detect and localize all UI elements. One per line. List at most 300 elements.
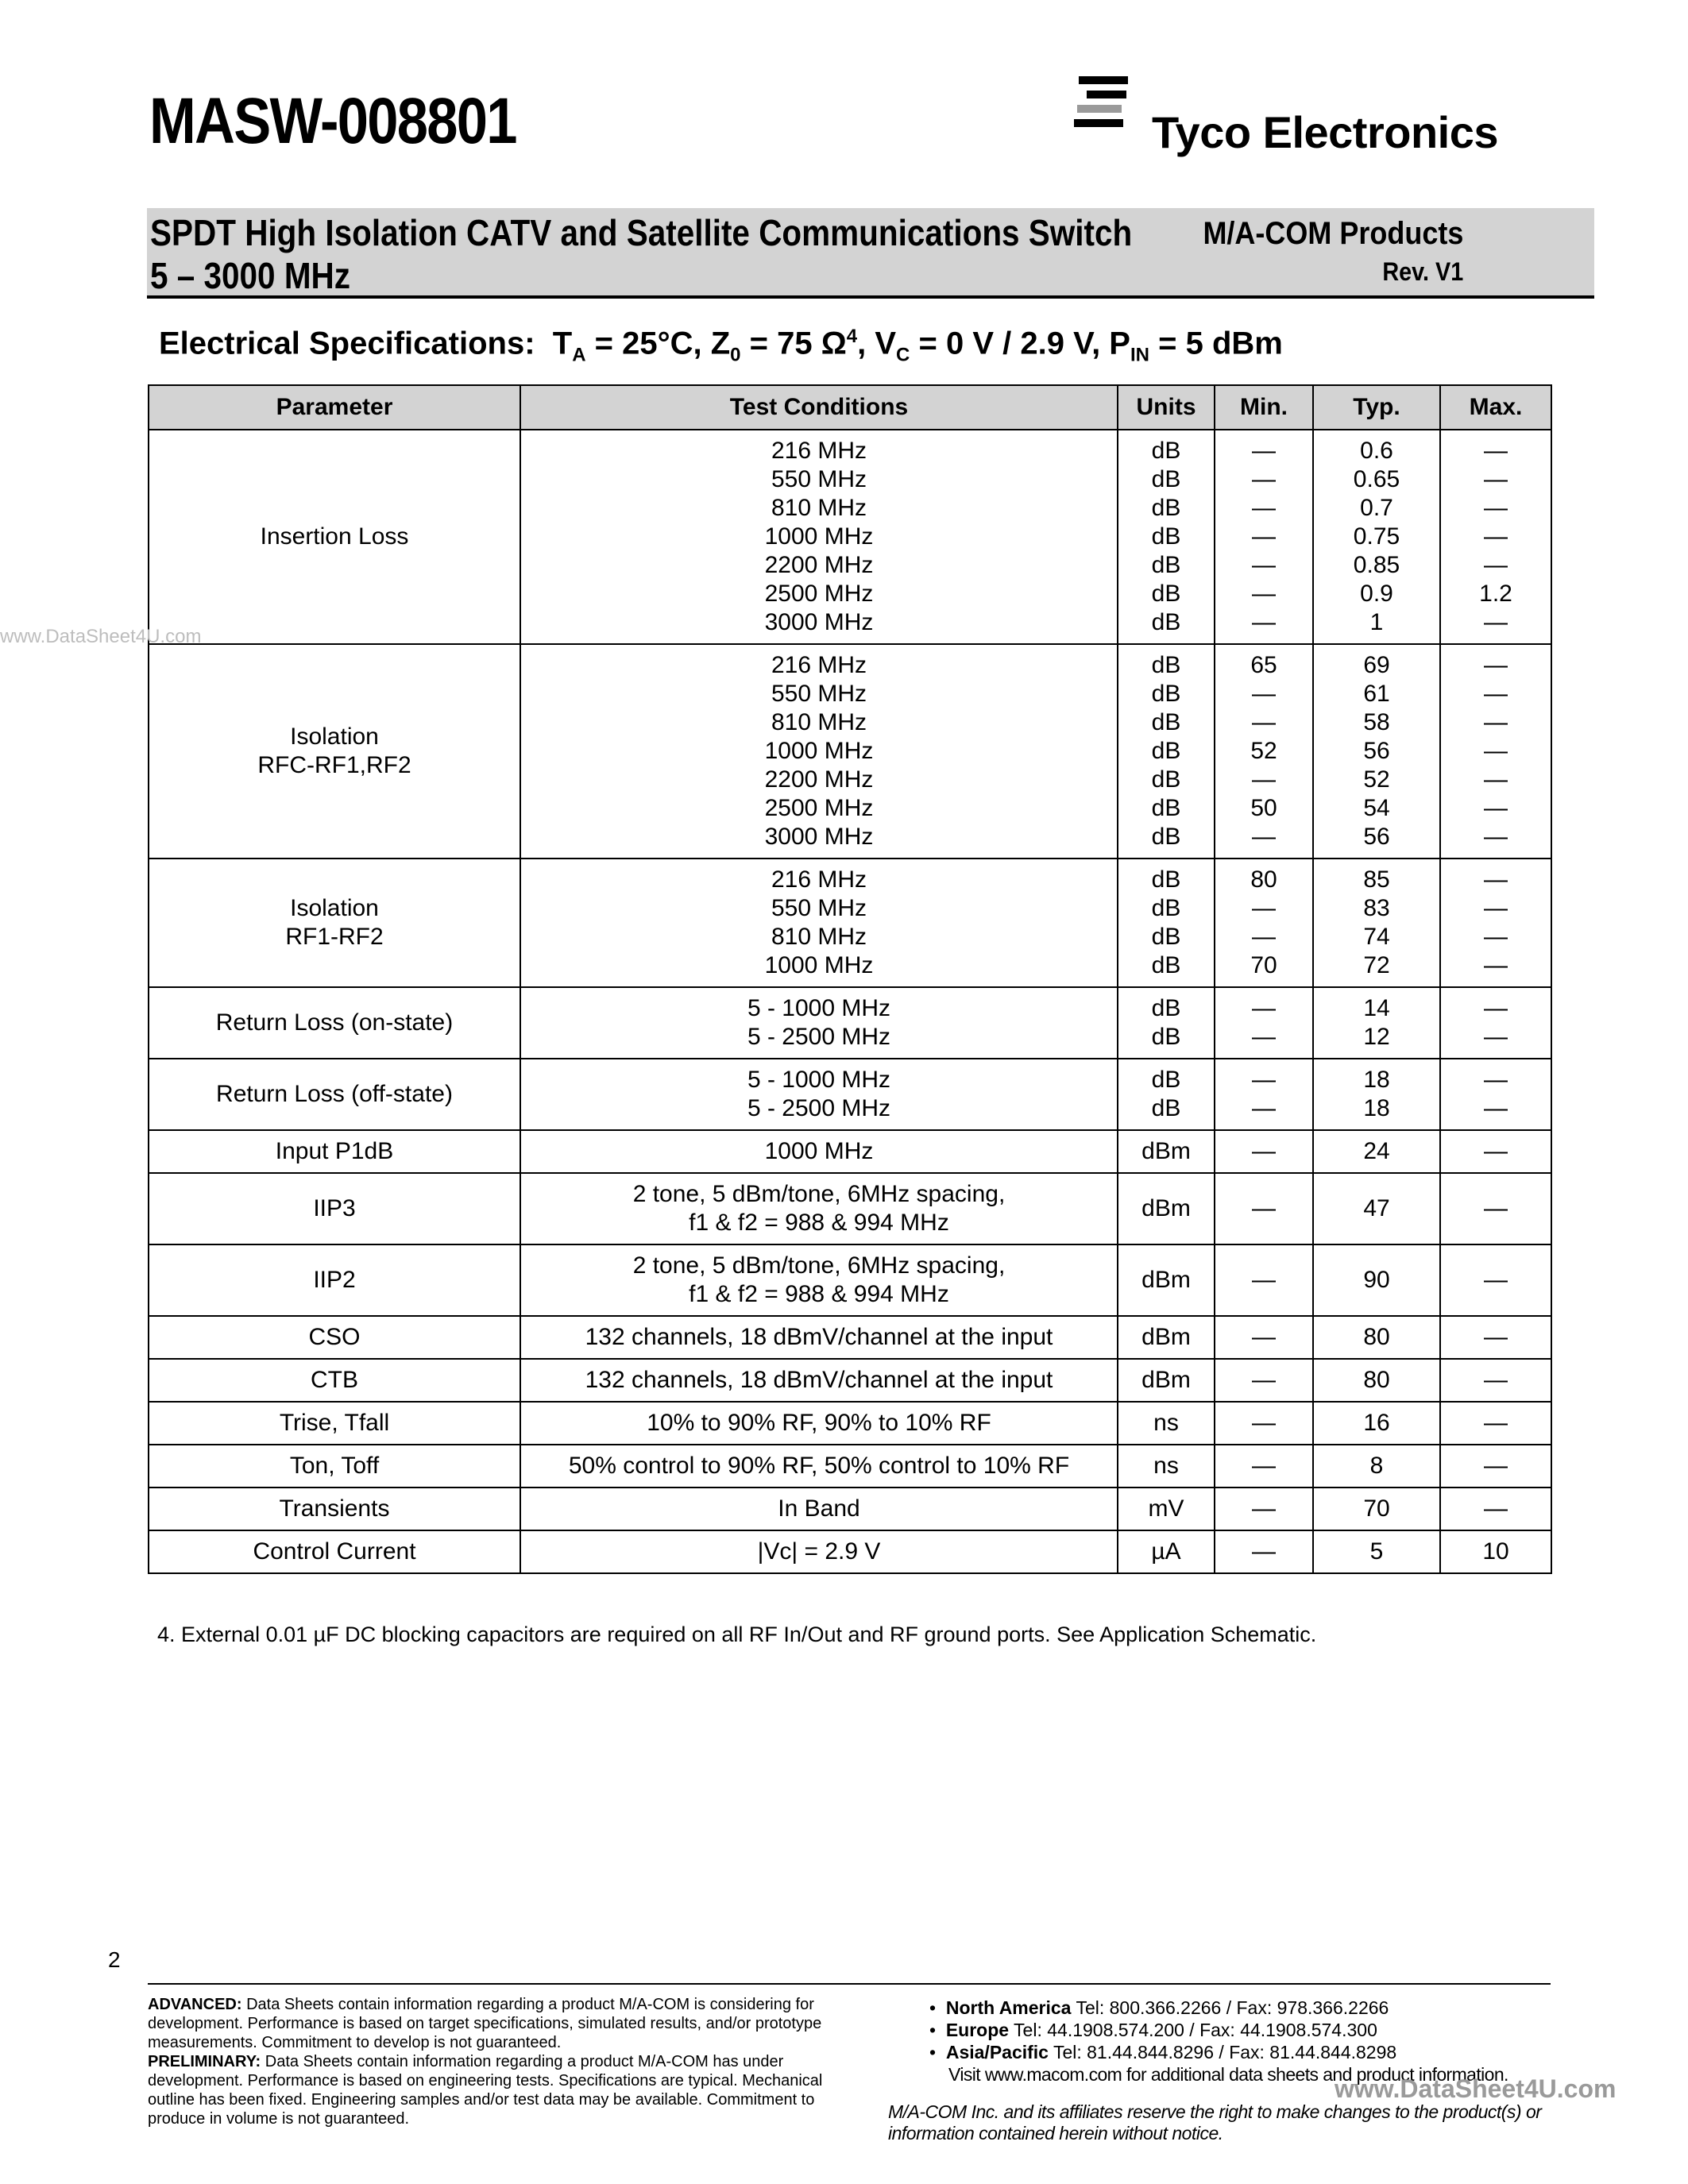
units-cell-line: dB xyxy=(1151,438,1181,464)
min-cell-line: 80 xyxy=(1250,866,1277,893)
typ-cell-line: 24 xyxy=(1363,1138,1390,1164)
units-cell-line: dB xyxy=(1151,795,1181,821)
contact-region: Asia/Pacific xyxy=(945,2042,1049,2062)
min-cell-line: — xyxy=(1252,681,1276,707)
test-conditions-cell-line: 3000 MHz xyxy=(764,609,874,635)
max-cell-line: — xyxy=(1484,766,1508,793)
min-cell xyxy=(1215,1359,1313,1402)
z-value: = 75 Ω xyxy=(740,326,847,361)
parameter-cell xyxy=(149,430,520,644)
test-conditions-cell-line: 5 - 2500 MHz xyxy=(747,1095,891,1121)
typ-cell-line: 47 xyxy=(1363,1195,1390,1221)
header-max: Max. xyxy=(1440,385,1551,430)
table-row xyxy=(149,1402,1551,1445)
table-row xyxy=(149,1316,1551,1359)
min-cell xyxy=(1215,1173,1313,1244)
max-cell xyxy=(1440,1244,1551,1316)
parameter-cell xyxy=(149,1530,520,1573)
units-cell-line: dB xyxy=(1151,1067,1181,1093)
contact-detail: Tel: 44.1908.574.200 / Fax: 44.1908.574.300 xyxy=(1009,2020,1377,2040)
max-cell xyxy=(1440,1173,1551,1244)
contact-asia-pacific: • Asia/Pacific Tel: 81.44.844.8296 / Fax: 81.44.844.8298 xyxy=(929,2042,1397,2062)
min-cell-line: — xyxy=(1252,1410,1276,1436)
parameter-cell-line: Trise, Tfall xyxy=(279,1410,390,1436)
min-cell-line: — xyxy=(1252,466,1276,492)
typ-cell-line: 80 xyxy=(1363,1367,1390,1393)
product-title: SPDT High Isolation CATV and Satellite Communications Switch xyxy=(150,212,1133,253)
test-conditions-cell-line: 2 tone, 5 dBm/tone, 6MHz spacing, xyxy=(632,1181,1006,1207)
parameter-cell xyxy=(149,1173,520,1244)
parameter-cell-line: CTB xyxy=(311,1367,358,1393)
typ-cell xyxy=(1313,1173,1440,1244)
typ-cell xyxy=(1313,1359,1440,1402)
typ-cell-line: 0.75 xyxy=(1353,523,1400,550)
contact-detail: Tel: 800.366.2266 / Fax: 978.366.2266 xyxy=(1071,1997,1389,2018)
typ-cell-line: 0.65 xyxy=(1353,466,1400,492)
max-cell-line: — xyxy=(1484,995,1508,1021)
units-cell-line: ns xyxy=(1153,1453,1179,1479)
typ-cell-line: 54 xyxy=(1363,795,1390,821)
typ-cell-line: 56 xyxy=(1363,824,1390,850)
units-cell-line: dB xyxy=(1151,866,1181,893)
max-cell-line: — xyxy=(1484,495,1508,521)
test-conditions-cell-line: 216 MHz xyxy=(771,652,867,678)
min-cell-line: — xyxy=(1252,552,1276,578)
max-cell xyxy=(1440,1402,1551,1445)
units-cell-line: dB xyxy=(1151,995,1181,1021)
min-cell xyxy=(1215,430,1313,644)
units-cell-line: dB xyxy=(1151,766,1181,793)
test-conditions-cell xyxy=(520,430,1118,644)
table-row xyxy=(149,430,1551,644)
units-cell-line: dB xyxy=(1151,681,1181,707)
max-cell xyxy=(1440,1530,1551,1573)
table-body xyxy=(149,430,1551,1573)
table-row xyxy=(149,859,1551,987)
units-cell-line: dB xyxy=(1151,581,1181,607)
min-cell-line: — xyxy=(1252,766,1276,793)
typ-cell-line: 58 xyxy=(1363,709,1390,735)
tyco-mark-icon xyxy=(1072,73,1144,145)
typ-cell-line: 12 xyxy=(1363,1024,1390,1050)
typ-cell-line: 0.9 xyxy=(1360,581,1393,607)
pin-subscript: IN xyxy=(1130,344,1149,366)
min-cell-line: — xyxy=(1252,1067,1276,1093)
test-conditions-cell-line: 5 - 1000 MHz xyxy=(747,995,891,1021)
contact-detail: Tel: 81.44.844.8296 / Fax: 81.44.844.8298 xyxy=(1048,2042,1397,2062)
test-conditions-cell-line: 2500 MHz xyxy=(764,581,874,607)
units-cell xyxy=(1118,1359,1215,1402)
footer-definitions xyxy=(148,1995,847,2128)
test-conditions-cell-line: 810 MHz xyxy=(771,709,867,735)
units-cell-line: ns xyxy=(1153,1410,1179,1436)
units-cell xyxy=(1118,1130,1215,1173)
footnote: 4. External 0.01 µF DC blocking capacitors are required on all RF In/Out and RF ground ports. See Application Schematic. xyxy=(157,1623,1317,1646)
max-cell xyxy=(1440,644,1551,859)
max-cell-line: — xyxy=(1484,1453,1508,1479)
table-row xyxy=(149,1173,1551,1244)
units-cell xyxy=(1118,644,1215,859)
frequency-range: 5 – 3000 MHz xyxy=(150,255,351,296)
min-cell-line: — xyxy=(1252,1138,1276,1164)
watermark-right: www.DataSheet4U.com xyxy=(1335,2074,1617,2103)
max-cell xyxy=(1440,987,1551,1059)
typ-cell-line: 1 xyxy=(1369,609,1384,635)
advanced-definition xyxy=(148,1995,847,2052)
units-cell-line: dB xyxy=(1151,1024,1181,1050)
ta-symbol: T xyxy=(552,326,573,361)
units-cell xyxy=(1118,1244,1215,1316)
parameter-cell xyxy=(149,1244,520,1316)
typ-cell xyxy=(1313,1530,1440,1573)
test-conditions-cell-line: 1000 MHz xyxy=(764,738,874,764)
min-cell-line: — xyxy=(1252,438,1276,464)
parameter-cell-line: Ton, Toff xyxy=(289,1453,380,1479)
test-conditions-cell-line: 1000 MHz xyxy=(764,1138,874,1164)
table-row xyxy=(149,987,1551,1059)
vc-symbol: , V xyxy=(857,326,897,361)
test-conditions-cell xyxy=(520,1059,1118,1130)
min-cell-line: — xyxy=(1252,824,1276,850)
units-cell-line: dB xyxy=(1151,709,1181,735)
parameter-cell-line: Control Current xyxy=(253,1538,416,1565)
min-cell-line: 52 xyxy=(1250,738,1277,764)
units-cell-line: dB xyxy=(1151,824,1181,850)
min-cell-line: — xyxy=(1252,1495,1276,1522)
header-typ: Typ. xyxy=(1313,385,1440,430)
min-cell xyxy=(1215,1316,1313,1359)
header-test-conditions: Test Conditions xyxy=(520,385,1118,430)
test-conditions-cell xyxy=(520,1316,1118,1359)
max-cell-line: — xyxy=(1484,1367,1508,1393)
max-cell xyxy=(1440,859,1551,987)
typ-cell-line: 18 xyxy=(1363,1067,1390,1093)
test-conditions-cell-line: 1000 MHz xyxy=(764,952,874,978)
units-cell-line: dB xyxy=(1151,552,1181,578)
max-cell xyxy=(1440,1130,1551,1173)
min-cell-line: — xyxy=(1252,609,1276,635)
max-cell-line: — xyxy=(1484,466,1508,492)
units-cell xyxy=(1118,1445,1215,1488)
max-cell xyxy=(1440,1059,1551,1130)
typ-cell-line: 5 xyxy=(1369,1538,1384,1565)
disclaimer: M/A-COM Inc. and its affiliates reserve the right to make changes to the product(s) or information contained herein without notice. xyxy=(888,2101,1542,2143)
min-cell-line: — xyxy=(1252,1095,1276,1121)
min-cell xyxy=(1215,1445,1313,1488)
parameter-cell xyxy=(149,1316,520,1359)
table-row xyxy=(149,1488,1551,1530)
units-cell-line: dB xyxy=(1151,523,1181,550)
parameter-cell xyxy=(149,1059,520,1130)
test-conditions-cell-line: 50% control to 90% RF, 50% control to 10% RF xyxy=(568,1453,1070,1479)
units-cell xyxy=(1118,859,1215,987)
parameter-cell xyxy=(149,1130,520,1173)
parameter-cell xyxy=(149,1488,520,1530)
max-cell-line: — xyxy=(1484,523,1508,550)
header-min: Min. xyxy=(1215,385,1313,430)
max-cell-line: — xyxy=(1484,824,1508,850)
parameter-cell-line: Return Loss (on-state) xyxy=(215,1009,454,1036)
parameter-cell xyxy=(149,1445,520,1488)
test-conditions-cell xyxy=(520,1244,1118,1316)
table-row xyxy=(149,1059,1551,1130)
max-cell-line: — xyxy=(1484,952,1508,978)
spec-heading xyxy=(159,326,1283,366)
units-cell-line: dBm xyxy=(1141,1267,1191,1293)
typ-cell-line: 80 xyxy=(1363,1324,1390,1350)
max-cell-line: — xyxy=(1484,895,1508,921)
test-conditions-cell xyxy=(520,1359,1118,1402)
table-row xyxy=(149,1244,1551,1316)
typ-cell-line: 72 xyxy=(1363,952,1390,978)
typ-cell xyxy=(1313,1445,1440,1488)
parameter-cell xyxy=(149,644,520,859)
max-cell-line: — xyxy=(1484,438,1508,464)
min-cell-line: — xyxy=(1252,1267,1276,1293)
test-conditions-cell-line: 810 MHz xyxy=(771,495,867,521)
units-cell-line: dB xyxy=(1151,895,1181,921)
spec-heading-lead: Electrical Specifications: xyxy=(159,326,535,361)
units-cell-line: dB xyxy=(1151,609,1181,635)
max-cell-line: — xyxy=(1484,681,1508,707)
max-cell-line: — xyxy=(1484,552,1508,578)
vc-subscript: C xyxy=(896,344,910,366)
units-cell-line: dB xyxy=(1151,924,1181,950)
typ-cell-line: 16 xyxy=(1363,1410,1390,1436)
vc-value: = 0 V / 2.9 V, P xyxy=(910,326,1130,361)
max-cell-line: — xyxy=(1484,738,1508,764)
test-conditions-cell-line: 132 channels, 18 dBmV/channel at the input xyxy=(585,1324,1053,1350)
max-cell-line: — xyxy=(1484,1267,1508,1293)
parameter-cell-line: RF1-RF2 xyxy=(285,924,384,950)
max-cell-line: — xyxy=(1484,795,1508,821)
header-units: Units xyxy=(1118,385,1215,430)
typ-cell-line: 56 xyxy=(1363,738,1390,764)
min-cell-line: — xyxy=(1252,1367,1276,1393)
typ-cell-line: 61 xyxy=(1363,681,1390,707)
max-cell xyxy=(1440,1488,1551,1530)
min-cell xyxy=(1215,987,1313,1059)
brand-label: M/A-COM Products xyxy=(1203,216,1463,251)
advanced-label: ADVANCED: xyxy=(148,1996,242,2013)
typ-cell xyxy=(1313,430,1440,644)
test-conditions-cell-line: f1 & f2 = 988 & 994 MHz xyxy=(689,1281,949,1307)
typ-cell-line: 0.6 xyxy=(1360,438,1393,464)
page-number: 2 xyxy=(108,1947,121,1972)
test-conditions-cell-line: 550 MHz xyxy=(771,466,867,492)
typ-cell-line: 69 xyxy=(1363,652,1390,678)
typ-cell xyxy=(1313,987,1440,1059)
contact-region: Europe xyxy=(945,2020,1010,2040)
table-row xyxy=(149,1445,1551,1488)
electrical-specifications-table xyxy=(148,384,1552,1574)
test-conditions-cell-line: In Band xyxy=(778,1495,860,1522)
z-subscript: 0 xyxy=(730,344,741,366)
max-cell xyxy=(1440,430,1551,644)
typ-cell-line: 85 xyxy=(1363,866,1390,893)
typ-cell-line: 74 xyxy=(1363,924,1390,950)
min-cell xyxy=(1215,1402,1313,1445)
watermark-left: www.DataSheet4U.com xyxy=(0,626,202,647)
tyco-electronics-logo xyxy=(1072,73,1533,160)
test-conditions-cell-line: 550 MHz xyxy=(771,681,867,707)
test-conditions-cell-line: 5 - 2500 MHz xyxy=(747,1024,891,1050)
preliminary-definition xyxy=(148,2052,847,2128)
typ-cell xyxy=(1313,1402,1440,1445)
max-cell-line: — xyxy=(1484,1067,1508,1093)
ta-subscript: A xyxy=(572,344,586,366)
units-cell-line: dBm xyxy=(1141,1324,1191,1350)
max-cell-line: — xyxy=(1484,1138,1508,1164)
test-conditions-cell xyxy=(520,859,1118,987)
min-cell-line: — xyxy=(1252,523,1276,550)
footer-contacts xyxy=(929,1997,1549,2086)
test-conditions-cell-line: 2200 MHz xyxy=(764,552,874,578)
part-number-title: MASW-008801 xyxy=(149,85,516,157)
typ-cell xyxy=(1313,859,1440,987)
test-conditions-cell-line: 132 channels, 18 dBmV/channel at the input xyxy=(585,1367,1053,1393)
test-conditions-cell-line: 5 - 1000 MHz xyxy=(747,1067,891,1093)
typ-cell-line: 52 xyxy=(1363,766,1390,793)
max-cell xyxy=(1440,1445,1551,1488)
test-conditions-cell xyxy=(520,1130,1118,1173)
units-cell-line: dB xyxy=(1151,1095,1181,1121)
typ-cell-line: 90 xyxy=(1363,1267,1390,1293)
test-conditions-cell-line: 2 tone, 5 dBm/tone, 6MHz spacing, xyxy=(632,1252,1006,1279)
table-header-row xyxy=(149,385,1551,430)
parameter-cell-line: RFC-RF1,RF2 xyxy=(257,752,411,778)
logo-text: Tyco Electronics xyxy=(1152,107,1499,157)
max-cell xyxy=(1440,1316,1551,1359)
test-conditions-cell-line: 216 MHz xyxy=(771,866,867,893)
typ-cell xyxy=(1313,1488,1440,1530)
typ-cell-line: 8 xyxy=(1369,1453,1384,1479)
typ-cell xyxy=(1313,644,1440,859)
typ-cell-line: 0.85 xyxy=(1353,552,1400,578)
parameter-cell xyxy=(149,987,520,1059)
max-cell-line: 10 xyxy=(1482,1538,1509,1565)
max-cell-line: 1.2 xyxy=(1479,581,1512,607)
preliminary-label: PRELIMINARY: xyxy=(148,2053,261,2070)
table-row xyxy=(149,1130,1551,1173)
min-cell-line: — xyxy=(1252,495,1276,521)
units-cell xyxy=(1118,1059,1215,1130)
max-cell-line: — xyxy=(1484,924,1508,950)
units-cell-line: dBm xyxy=(1141,1367,1191,1393)
units-cell xyxy=(1118,430,1215,644)
min-cell-line: — xyxy=(1252,581,1276,607)
max-cell-line: — xyxy=(1484,1495,1508,1522)
advanced-text: Data Sheets contain information regarding a product M/A-COM is considering for development. Performance is based on target specifications, simulated results, and/or prototype measurements. Commitment to develop is not guaranteed. xyxy=(148,1996,822,2051)
parameter-cell xyxy=(149,1359,520,1402)
header-parameter: Parameter xyxy=(149,385,520,430)
max-cell-line: — xyxy=(1484,1410,1508,1436)
max-cell-line: — xyxy=(1484,1095,1508,1121)
units-cell xyxy=(1118,1488,1215,1530)
min-cell xyxy=(1215,1130,1313,1173)
min-cell-line: — xyxy=(1252,924,1276,950)
test-conditions-cell xyxy=(520,1488,1118,1530)
units-cell-line: mV xyxy=(1148,1495,1184,1522)
test-conditions-cell-line: f1 & f2 = 988 & 994 MHz xyxy=(689,1210,949,1236)
units-cell-line: dB xyxy=(1151,466,1181,492)
table-row xyxy=(149,1530,1551,1573)
min-cell-line: — xyxy=(1252,1538,1276,1565)
parameter-cell-line: Isolation xyxy=(290,895,379,921)
min-cell xyxy=(1215,1244,1313,1316)
parameter-cell-line: IIP3 xyxy=(313,1195,356,1221)
parameter-cell-line: Transients xyxy=(279,1495,390,1522)
max-cell-line: — xyxy=(1484,1024,1508,1050)
footnote-ref: 4 xyxy=(846,326,858,347)
contact-north-america: • North America Tel: 800.366.2266 / Fax: 978.366.2266 xyxy=(929,1997,1389,2018)
units-cell-line: dBm xyxy=(1141,1138,1191,1164)
test-conditions-cell-line: 3000 MHz xyxy=(764,824,874,850)
units-cell-line: dB xyxy=(1151,652,1181,678)
units-cell xyxy=(1118,1402,1215,1445)
table-row xyxy=(149,1359,1551,1402)
title-band xyxy=(147,208,1594,299)
test-conditions-cell xyxy=(520,1173,1118,1244)
typ-cell-line: 14 xyxy=(1363,995,1390,1021)
test-conditions-cell-line: 2500 MHz xyxy=(764,795,874,821)
contact-europe: • Europe Tel: 44.1908.574.200 / Fax: 44.1908.574.300 xyxy=(929,2020,1377,2040)
max-cell-line: — xyxy=(1484,1195,1508,1221)
min-cell xyxy=(1215,1488,1313,1530)
contact-region: North America xyxy=(945,1997,1072,2018)
min-cell-line: — xyxy=(1252,709,1276,735)
units-cell xyxy=(1118,1530,1215,1573)
table-row xyxy=(149,644,1551,859)
units-cell-line: dB xyxy=(1151,738,1181,764)
ta-value: = 25°C, Z xyxy=(585,326,731,361)
parameter-cell-line: Return Loss (off-state) xyxy=(216,1081,453,1107)
max-cell xyxy=(1440,1359,1551,1402)
test-conditions-cell-line: |Vᴄ| = 2.9 V xyxy=(757,1538,881,1565)
parameter-cell-line: Insertion Loss xyxy=(260,523,409,550)
typ-cell-line: 0.7 xyxy=(1360,495,1393,521)
min-cell xyxy=(1215,644,1313,859)
min-cell-line: 70 xyxy=(1250,952,1277,978)
typ-cell-line: 18 xyxy=(1363,1095,1390,1121)
max-cell-line: — xyxy=(1484,709,1508,735)
typ-cell-line: 70 xyxy=(1363,1495,1390,1522)
units-cell xyxy=(1118,1173,1215,1244)
max-cell-line: — xyxy=(1484,609,1508,635)
footer-divider xyxy=(148,1983,1551,1985)
units-cell xyxy=(1118,1316,1215,1359)
test-conditions-cell xyxy=(520,987,1118,1059)
parameter-cell-line: Input P1dB xyxy=(275,1138,394,1164)
test-conditions-cell xyxy=(520,1530,1118,1573)
test-conditions-cell-line: 216 MHz xyxy=(771,438,867,464)
test-conditions-cell-line: 1000 MHz xyxy=(764,523,874,550)
max-cell-line: — xyxy=(1484,652,1508,678)
revision-label: Rev. V1 xyxy=(1382,257,1463,286)
min-cell-line: — xyxy=(1252,995,1276,1021)
units-cell-line: dB xyxy=(1151,952,1181,978)
typ-cell xyxy=(1313,1316,1440,1359)
parameter-cell-line: IIP2 xyxy=(313,1267,356,1293)
parameter-cell xyxy=(149,859,520,987)
units-cell-line: dB xyxy=(1151,495,1181,521)
typ-cell xyxy=(1313,1059,1440,1130)
test-conditions-cell-line: 810 MHz xyxy=(771,924,867,950)
typ-cell xyxy=(1313,1130,1440,1173)
min-cell-line: 50 xyxy=(1250,795,1277,821)
units-cell-line: dBm xyxy=(1141,1195,1191,1221)
typ-cell xyxy=(1313,1244,1440,1316)
